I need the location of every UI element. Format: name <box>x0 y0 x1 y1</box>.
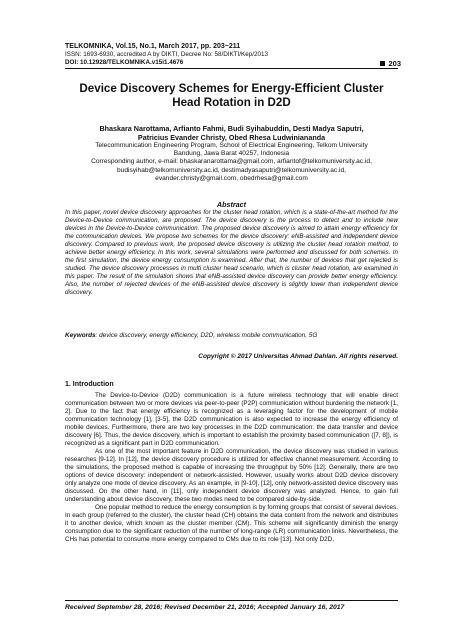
affiliation-line: budisyihab@telkomuniversity.ac.id, destimadyasaputri@telkomuniversity.ac.id, <box>117 166 346 174</box>
paragraph: As one of the most important feature in D2D communication, the device discovery was studied in various researches [9-12]. In [12], the device discovery procedure is utilized for effective channel measurement. According to the simulations, the proposed method is capable of increasing the throughput by 50% [12]. Generally, there are two options of device discovery: independent or network-assisted. However, usually works about D2D device discovery only analyze one mode of device discovery. As an example, in [9-10], [12], only network-assisted device discovery was discussed. On the other hand, in [11], only independent device discovery was analyzed. Hence, to gain full understanding about device discovery, these two modes need to be compared side-by-side. <box>65 448 398 503</box>
keywords-line <box>65 332 398 339</box>
author-line: Bhaskara Narottama, Arfianto Fahmi, Budi Syihabuddin, Desti Madya Saputri, <box>99 124 364 133</box>
author-list <box>65 124 398 142</box>
keywords-list: : device discovery, energy efficiency, D2D, wireless mobile communication, 5G <box>95 332 318 339</box>
paragraph: The Device-to-Device (D2D) communication is a future wireless technology that will enable direct communication between two or more devices via peer-to-peer (P2P) communication without burdening the network [1, 2]. Due to the fact that energy efficiency is recognized as a leveraging factor for the development of mobile communication technology [1], [3-5], the D2D communication is also expected to increase the energy efficiency of mobile devices. Furthermore, there are two key processes in the D2D communication: the data transfer and device discovery [6]. Thus, the device discovery, which is important to establish the proximity based communication ([7, 8]), is recognized as a significant part in D2D communication. <box>65 392 398 447</box>
keywords-label: Keywords <box>65 332 96 339</box>
affiliation-line: Corresponding author, e-mail: bhaskaranarottama@gmail.com, arfiantof@telkomuniversity.ac.id, <box>91 158 372 166</box>
doi-line: DOI: 10.12928/TELKOMNIKA.v15i1.4676 <box>65 59 184 66</box>
affiliation-line: Bandung, Jawa Barat 40257, Indonesia <box>173 150 290 158</box>
abstract-text: In this paper, novel device discovery approaches for the cluster head rotation, which is a state-of-the-art method for the Device-to-Device communication, are proposed. The device discovery is the process to detect and to include new devices in the Device-to-Device communication. The proposed device discovery is aimed to attain energy efficiency for the communication devices. We propose two schemes for the device discovery: eNB-assisted and independent device discovery. Compared to previous work, the proposed device discovery is utilizing the cluster head rotation method, to achieve better energy efficiency. In this work, several simulations were performed and discussed for both schemes. In the first simulation, the device energy consumption is examined. After that, the number of devices that get rejected is studied. The device discovery processes in multi cluster head scenario, which is cluster head rotation, are examined in this paper. The result of the simulation shows that eNB-assisted device discovery can provide better energy efficiency. Also, the number of rejected devices of the eNB-assisted device discovery is slightly lower than independent device discovery. <box>65 209 398 296</box>
author-line: Patricius Evander Christy, Obed Rhesa Ludwiniananda <box>137 133 326 142</box>
journal-header <box>65 43 395 67</box>
page-number-value: 203 <box>388 59 401 68</box>
copyright-line: Copyright © 2017 Universitas Ahmad Dahlan. All rights reserved. <box>198 353 398 360</box>
affiliation-line: evander.christy@gmail.com, obedrhesa@gmail.com <box>155 174 308 182</box>
paper-title: Device Discovery Schemes for Energy-Efficient Cluster Head Rotation in D2D <box>79 82 384 109</box>
paragraph: One popular method to reduce the energy consumption is by forming groups that consist of several devices. In each group (referred to the cluster), the cluster head (CH) obtains the data content from the network and distributes it to another device, which known as the cluster member (CM). This scheme will significantly diminish the energy consumption due to the significant reduction of the number of long-range (LR) communication links. Nevertheless, the CHs has potential to consume more energy compared to CMs due to its role [13]. Not only D2D, <box>65 504 398 543</box>
page-number <box>380 59 401 68</box>
affiliation-block <box>65 142 398 183</box>
journal-line: TELKOMNIKA, Vol.15, No.1, March 2017, pp. 203~211 <box>65 43 241 50</box>
footer-divider <box>65 600 398 601</box>
square-bullet-icon <box>380 61 385 66</box>
body-text <box>65 392 398 544</box>
abstract-heading: Abstract <box>216 200 247 209</box>
section-heading: 1. Introduction <box>65 381 114 388</box>
received-dates: Received September 28, 2016; Revised December 21, 2016; Accepted January 16, 2017 <box>65 604 345 611</box>
issn-line: ISSN: 1693-6930, accredited A by DIKTI, Decree No: 58/DIKTI/Kep/2013 <box>65 51 269 58</box>
affiliation-line: Telecommunication Engineering Program, School of Electrical Engineering, Telkom University <box>95 142 368 149</box>
header-divider <box>65 68 398 69</box>
